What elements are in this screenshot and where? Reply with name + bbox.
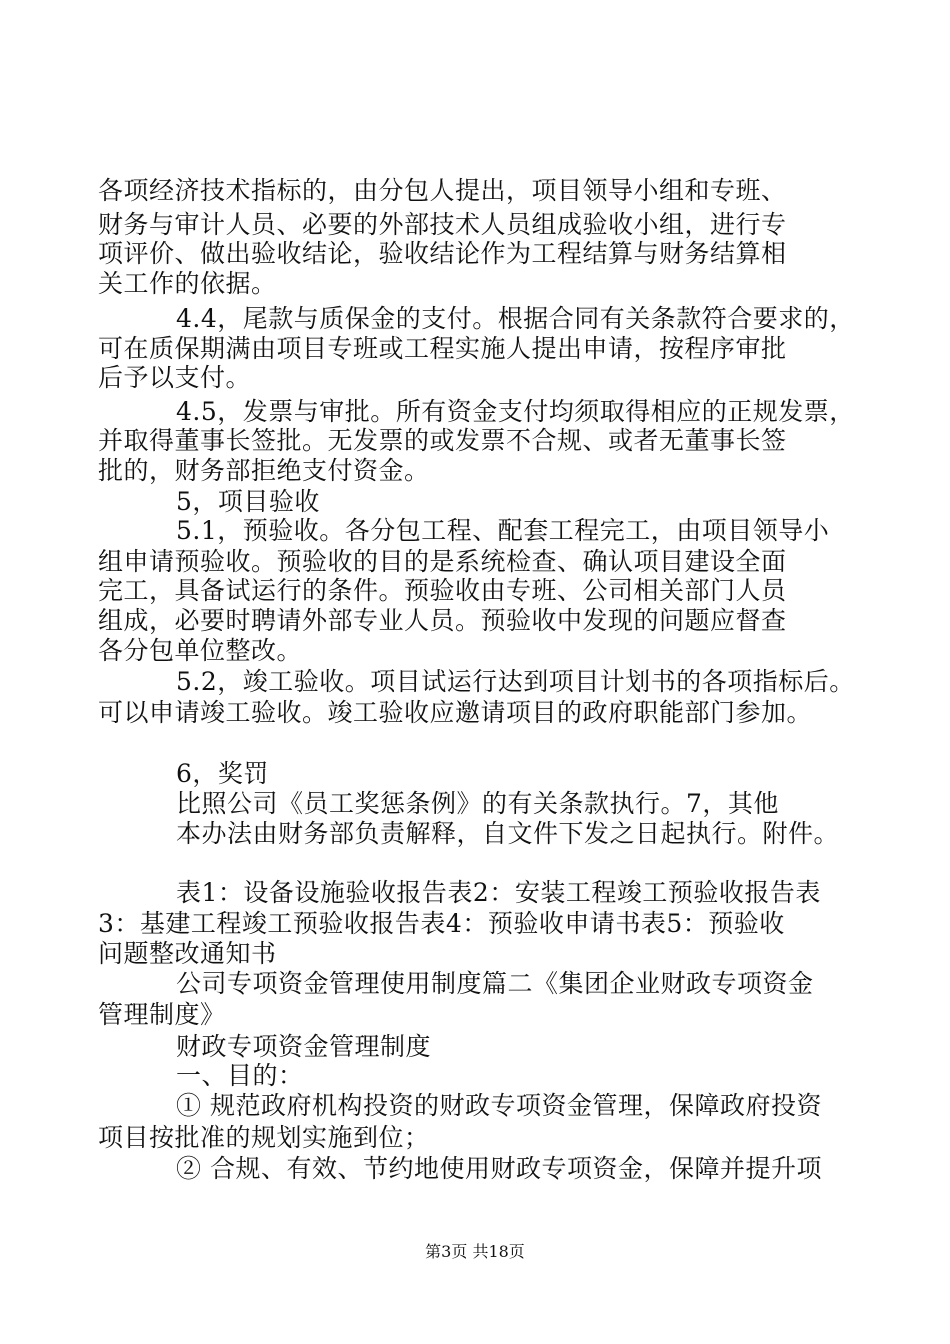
text-line: 各项经济技术指标的，由分包人提出，项目领导小组和专班、	[98, 176, 787, 205]
text-line: 4.4，尾款与质保金的支付。根据合同有关条款符合要求的，	[176, 304, 855, 333]
text-line: 财政专项资金管理制度	[176, 1032, 432, 1061]
text-line: 比照公司《员工奖惩条例》的有关条款执行。7，其他	[176, 789, 779, 818]
text-line: 组成，必要时聘请外部专业人员。预验收中发现的问题应督查	[98, 606, 787, 635]
text-line: 3：基建工程竣工预验收报告表4：预验收申请书表5：预验收	[98, 909, 785, 938]
text-line: 可在质保期满由项目专班或工程实施人提出申请，按程序审批	[98, 334, 787, 363]
text-line: 并取得董事长签批。无发票的或发票不合规、或者无董事长签	[98, 426, 787, 455]
text-line: 公司专项资金管理使用制度篇二《集团企业财政专项资金	[176, 969, 814, 998]
text-line: 管理制度》	[98, 1000, 226, 1029]
page-number: 第3页 共18页	[425, 1242, 525, 1261]
text-line: 4.5，发票与审批。所有资金支付均须取得相应的正规发票，	[176, 397, 855, 426]
text-line: ② 合规、有效、节约地使用财政专项资金，保障并提升项	[176, 1154, 822, 1183]
text-line: 本办法由财务部负责解释，自文件下发之日起执行。附件。	[176, 819, 840, 848]
text-line: 可以申请竣工验收。竣工验收应邀请项目的政府职能部门参加。	[98, 698, 813, 727]
text-line: 表1：设备设施验收报告表2：安装工程竣工预验收报告表	[176, 878, 821, 907]
text-line: 财务与审计人员、必要的外部技术人员组成验收小组，进行专	[98, 210, 787, 239]
text-line: 关工作的依据。	[98, 269, 277, 298]
text-line: 5.2，竣工验收。项目试运行达到项目计划书的各项指标后。	[176, 667, 855, 696]
text-line: ① 规范政府机构投资的财政专项资金管理，保障政府投资	[176, 1091, 822, 1120]
text-line: 后予以支付。	[98, 363, 252, 392]
text-line: 5.1，预验收。各分包工程、配套工程完工，由项目领导小	[176, 516, 830, 545]
text-line: 完工，具备试运行的条件。预验收由专班、公司相关部门人员	[98, 576, 787, 605]
text-line: 项评价、做出验收结论，验收结论作为工程结算与财务结算相	[98, 239, 787, 268]
text-line: 一、目的：	[176, 1061, 304, 1090]
text-line: 各分包单位整改。	[98, 636, 303, 665]
text-line: 组申请预验收。预验收的目的是系统检查、确认项目建设全面	[98, 547, 787, 576]
text-line: 问题整改通知书	[98, 939, 277, 968]
text-line: 批的，财务部拒绝支付资金。	[98, 456, 430, 485]
text-line: 6，奖罚	[176, 759, 269, 788]
text-line: 5，项目验收	[176, 487, 320, 516]
text-line: 项目按批准的规划实施到位；	[98, 1123, 430, 1152]
